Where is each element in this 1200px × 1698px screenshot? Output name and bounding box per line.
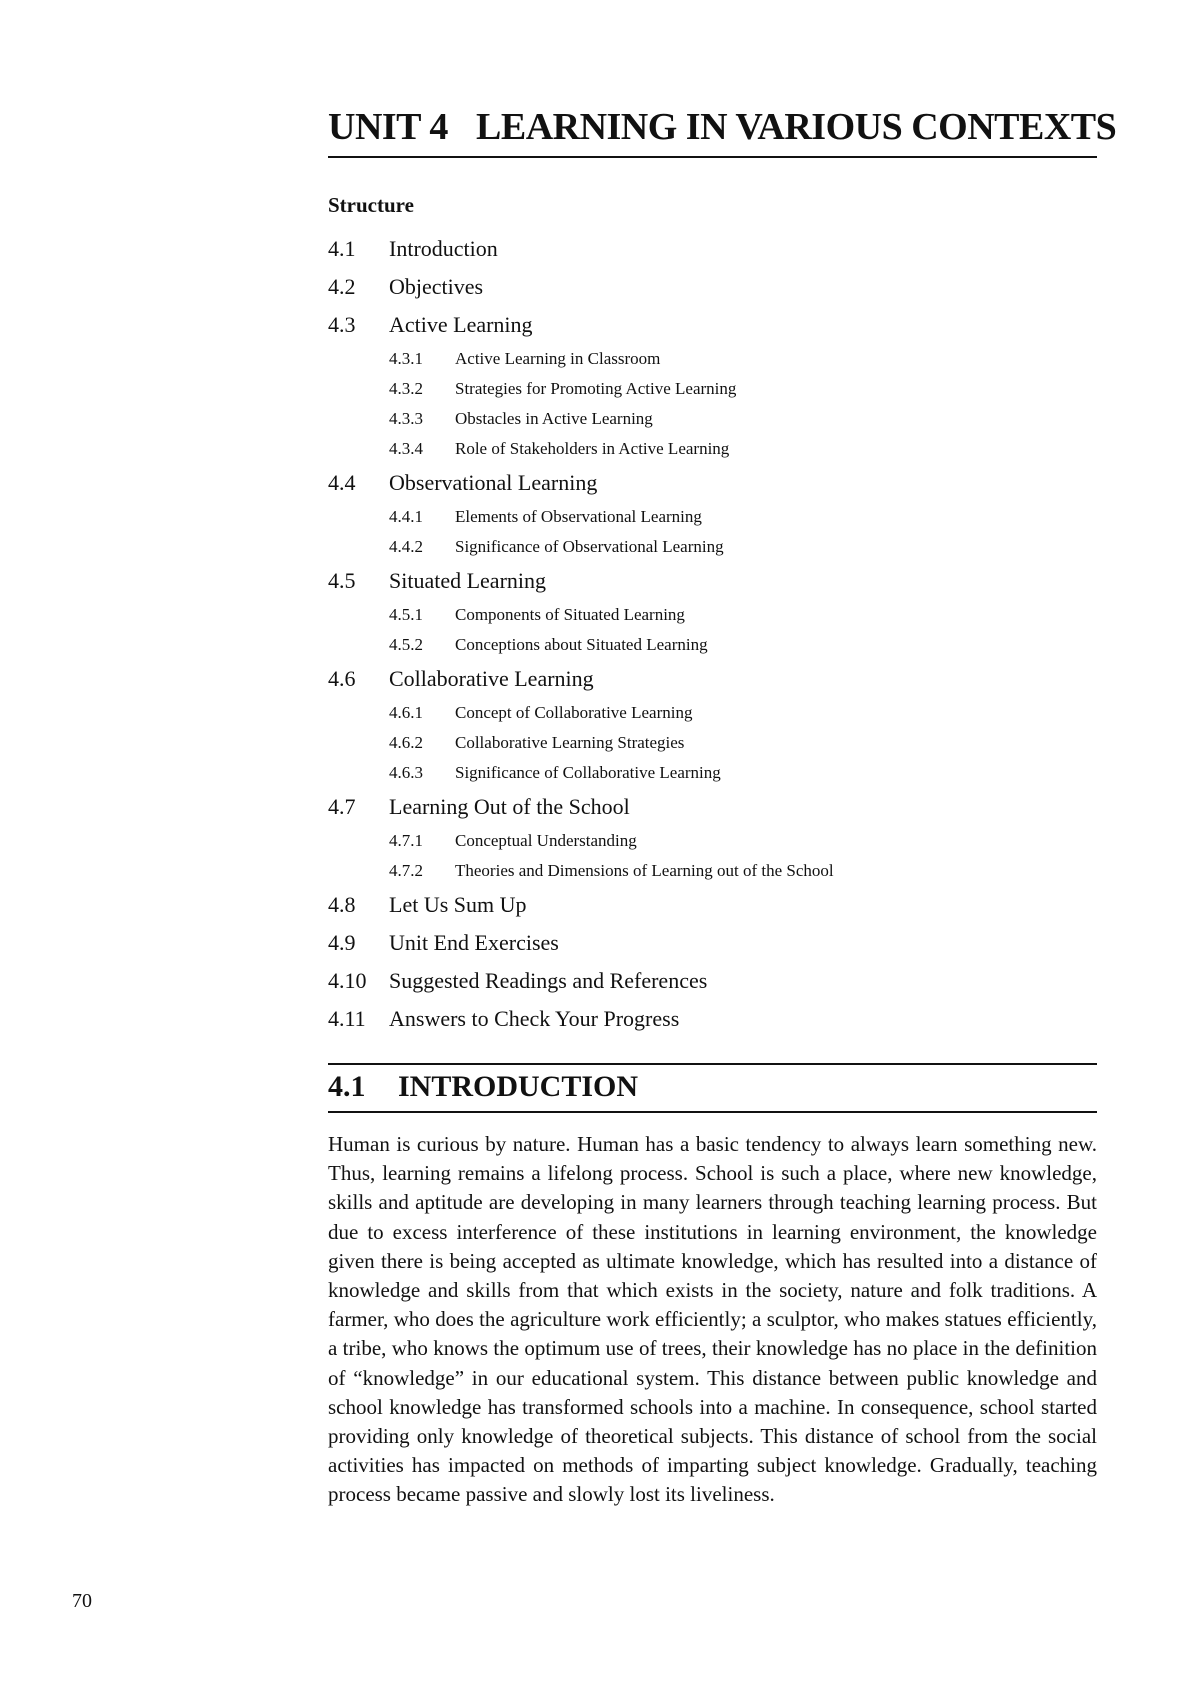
toc-subitem-title: Obstacles in Active Learning: [455, 409, 653, 428]
toc-item-number: 4.5: [328, 568, 356, 593]
toc-subitem: [328, 502, 1097, 532]
toc-item-title: Active Learning: [389, 312, 533, 337]
toc-item: [328, 660, 1097, 698]
toc-subitem-title: Components of Situated Learning: [455, 605, 685, 624]
toc-item-title: Objectives: [389, 274, 484, 299]
toc-subitem-number: 4.3.2: [389, 379, 423, 398]
toc-item-number: 4.3: [328, 312, 356, 337]
toc-item-title: Collaborative Learning: [389, 666, 594, 691]
toc-item-title: Learning Out of the School: [389, 794, 630, 819]
structure-label: Structure: [328, 193, 414, 217]
section-heading: [328, 1063, 1097, 1113]
unit-label: UNIT 4: [328, 106, 448, 148]
toc-subitem-title: Theories and Dimensions of Learning out of the School: [455, 861, 834, 880]
toc-subitem-number: 4.3.4: [389, 439, 423, 458]
toc-subitem-title: Elements of Observational Learning: [455, 507, 702, 526]
toc-item-title: Observational Learning: [389, 470, 598, 495]
toc-subitem-title: Collaborative Learning Strategies: [455, 733, 685, 752]
section-number: 4.1: [328, 1070, 366, 1103]
toc-subitem-number: 4.6.3: [389, 763, 423, 782]
toc-subitem: [328, 826, 1097, 856]
toc-item-number: 4.7: [328, 794, 356, 819]
page-number: 70: [72, 1590, 92, 1612]
toc-item: [328, 230, 1097, 268]
toc-subitem: [328, 856, 1097, 886]
toc-item: [328, 924, 1097, 962]
toc-subitem: [328, 434, 1097, 464]
toc-item: [328, 562, 1097, 600]
toc-subitem-title: Significance of Collaborative Learning: [455, 763, 721, 782]
toc-subitem: [328, 698, 1097, 728]
toc-item: [328, 464, 1097, 502]
unit-title: [328, 104, 1117, 158]
toc-item-title: Let Us Sum Up: [389, 892, 527, 917]
toc-subitem-number: 4.7.2: [389, 861, 423, 880]
toc-subitem-number: 4.4.1: [389, 507, 423, 526]
toc-item: [328, 886, 1097, 924]
toc-item: [328, 268, 1097, 306]
toc-subitem: [328, 630, 1097, 660]
toc-item-number: 4.2: [328, 274, 356, 299]
toc-subitem-number: 4.3.1: [389, 349, 423, 368]
toc-item-number: 4.9: [328, 930, 356, 955]
section-title: INTRODUCTION: [398, 1070, 639, 1103]
toc-subitem-number: 4.3.3: [389, 409, 423, 428]
toc-subitem: [328, 600, 1097, 630]
toc-item-title: Introduction: [389, 236, 498, 261]
toc-item-number: 4.10: [328, 968, 367, 993]
toc-item-title: Answers to Check Your Progress: [389, 1006, 680, 1031]
toc-subitem-title: Concept of Collaborative Learning: [455, 703, 693, 722]
toc-subitem-title: Conceptions about Situated Learning: [455, 635, 708, 654]
toc-subitem-title: Conceptual Understanding: [455, 831, 637, 850]
toc-subitem-number: 4.5.2: [389, 635, 423, 654]
toc-subitem-number: 4.5.1: [389, 605, 423, 624]
toc-subitem: [328, 344, 1097, 374]
toc-subitem-number: 4.6.2: [389, 733, 423, 752]
toc-subitem: [328, 404, 1097, 434]
body-paragraph: Human is curious by nature. Human has a basic tendency to always learn something new. Thus, learning remains a lifelong process. School is such a place, where new knowledge, skills and aptitude are developing in many learners through teaching learning process. But due to excess interference of these institutions in learning environment, the knowledge given there is being accepted as ultimate knowledge, which has resulted into a distance of knowledge and skills from that which exists in the society, nature and folk traditions. A farmer, who does the agriculture work efficiently; a sculptor, who makes statues efficiently, a tribe, who knows the optimum use of trees, their knowledge has no place in the definition of “knowledge” in our educational system. This distance between public knowledge and school knowledge has transformed schools into a machine. In consequence, school started providing only knowledge of theoretical subjects. This distance of school from the social activities has impacted on methods of imparting subject knowledge. Gradually, teaching process became passive and slowly lost its liveliness.: [328, 1132, 1097, 1507]
toc-subitem-number: 4.4.2: [389, 537, 423, 556]
toc-subitem-number: 4.7.1: [389, 831, 423, 850]
toc-subitem-number: 4.6.1: [389, 703, 423, 722]
toc-item-number: 4.4: [328, 470, 356, 495]
toc-subitem-title: Role of Stakeholders in Active Learning: [455, 439, 730, 458]
toc-subitem: [328, 728, 1097, 758]
toc-item-number: 4.1: [328, 236, 356, 261]
toc-subitem-title: Significance of Observational Learning: [455, 537, 724, 556]
toc-item-title: Unit End Exercises: [389, 930, 559, 955]
toc-item: [328, 306, 1097, 344]
toc-subitem-title: Active Learning in Classroom: [455, 349, 661, 368]
unit-title-text: LEARNING IN VARIOUS CONTEXTS: [476, 106, 1117, 148]
toc-item-number: 4.6: [328, 666, 356, 691]
toc-subitem: [328, 374, 1097, 404]
toc-item: [328, 788, 1097, 826]
toc-subitem: [328, 758, 1097, 788]
toc-item-number: 4.8: [328, 892, 356, 917]
toc-item-title: Situated Learning: [389, 568, 547, 593]
table-of-contents: [328, 230, 1097, 1038]
toc-item: [328, 1000, 1097, 1038]
toc-subitem: [328, 532, 1097, 562]
toc-item-title: Suggested Readings and References: [389, 968, 708, 993]
toc-item-number: 4.11: [328, 1006, 366, 1031]
toc-item: [328, 962, 1097, 1000]
toc-subitem-title: Strategies for Promoting Active Learning: [455, 379, 737, 398]
